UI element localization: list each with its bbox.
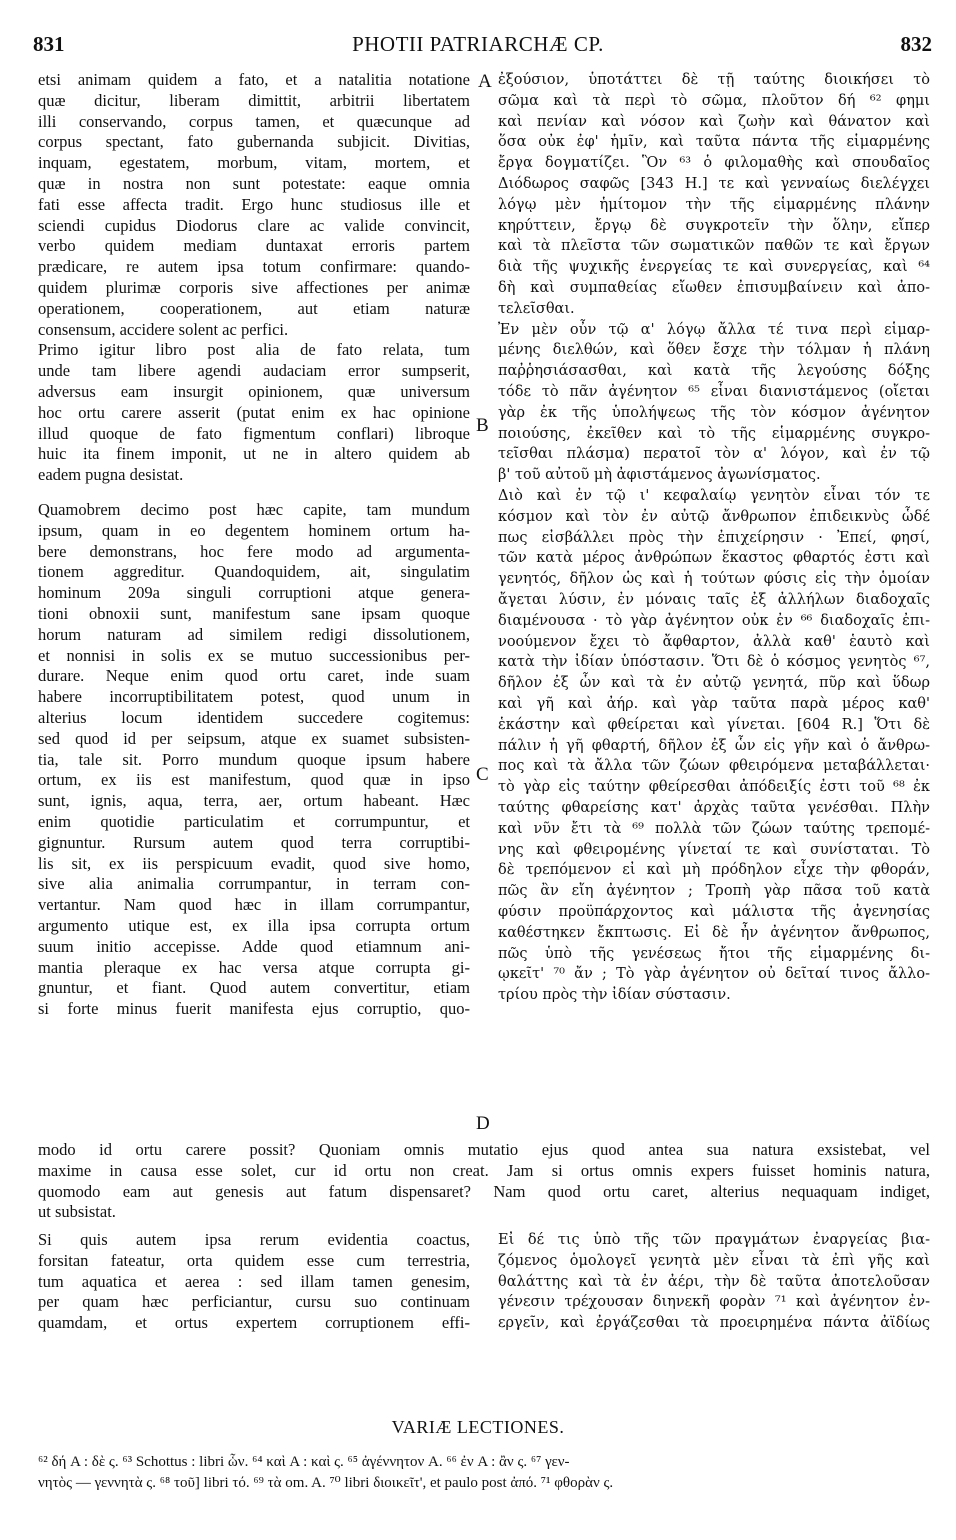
text-line: λόγῳ μὲν ἡμίτομον τὴν τῆς εἱμαρμένης πλάνην: [498, 196, 930, 213]
text-line: ἑκάστην καὶ φθείρεται καὶ γίνεται. [604 R.] Ὅτι δὲ: [498, 716, 930, 733]
page-number-left: 831: [33, 32, 65, 56]
text-line: τὸ γὰρ εἰς ταύτην φθείρεσθαι ἀπόδειξίς ἐστι τοῦ ⁶⁸ ἐκ: [498, 779, 930, 796]
text-line: πάλιν ἡ γῆ φθαρτή, δῆλον ἐξ ὧν εἰς γῆν καὶ ὁ ἄνθρω-: [498, 737, 930, 754]
text-line: prædicare, re autem ipsa totum confirmare: quando-: [38, 257, 470, 277]
text-line: etsi animam quidem a fato, et a natalitia notatione: [38, 70, 470, 89]
text-line: κηρύττειν, ἔργῳ δὲ συγκροτεῖν τὴν ὅλην, εἴπερ: [498, 217, 930, 234]
text-line: Διὸ καὶ ἐν τῷ ι' κεφαλαίῳ γενητὸν εἶναι τόν τε: [498, 488, 930, 504]
margin-letter-d: D: [476, 1113, 490, 1134]
text-line: εργεῖν, καὶ ἐργάζεσθαι τὰ προειρημένα πάντα ἀϊδίως: [498, 1315, 930, 1332]
text-line: tum aquatica et aerea : sed illam tamen genesim,: [38, 1271, 470, 1291]
text-line: eadem pugna desistat.: [38, 465, 184, 485]
text-line: sive alia animalia corrumpantur, in terram con-: [38, 874, 470, 894]
text-line: modo id ortu carere possit? Quoniam omnis mutatio ejus quod antea sua natura exsistebat, vel: [38, 1140, 930, 1159]
text-line: ποιούσης, ἐκεῖθεν καὶ τὸ τῆς εἱμαρμένης συγκρο-: [498, 425, 930, 442]
text-line: fati esse affecta tradit. Ergo hunc studiosus ille et: [38, 194, 470, 214]
text-line: γένεσιν τρέχουσαν διηνεκῆ φορὰν ⁷¹ καὶ ἀγένητον ἐν-: [498, 1294, 930, 1311]
text-line: unde tam libere agendi audaciam error sumpserit,: [38, 361, 470, 381]
text-line: sciendi cupidus Diodorus clare ac valide convincit,: [38, 215, 470, 235]
text-line: sunt, ignis, aqua, terra, aer, ortum habeant. Hæc: [38, 791, 470, 811]
text-line: τρίου πρὸς τὴν ἰδίαν σύστασιν.: [498, 987, 731, 1004]
text-line: Ἐν μὲν οὖν τῷ α' λόγῳ ἄλλα τέ τινα περὶ εἱμαρ-: [498, 321, 930, 338]
text-line: ταύτης φθαρείσης κατ' ἀρχὰς ταῦτα γενέσθαι. Πλὴν: [498, 800, 930, 816]
text-line: hoc ortu carere asserit (putat enim ex hac opinione: [38, 402, 470, 422]
text-line: lis sit, ex iis perspicuum evadit, quod sive homo,: [38, 853, 470, 873]
text-line: enim quotidie particulatim et corrumpuntur, et: [38, 812, 470, 831]
text-line: quæ in nostra non sunt potestate: eaque omnia: [38, 174, 470, 193]
text-line: μένης διελθών, καὶ ὅθεν ἔσχε τὴν τόλμαν ἡ πλάνη: [498, 342, 930, 359]
text-line: τεῖσθαι πλάσμα) περατοῖ τὸν α' λόγον, καὶ ἐν τῷ: [498, 446, 930, 463]
text-line: καὶ νῦν ἔτι τὰ ⁶⁹ πολλὰ τῶν ζώων ταύτης τρεπομέ-: [498, 820, 930, 837]
text-line: huic ita finem imponit, ut ne in altero quidem ab: [38, 444, 470, 464]
text-line: verbo quidem mediam duntaxat erroris partem: [38, 236, 470, 256]
footnote-line: ⁶² δή A : δὲ ς. ⁶³ Schottus : libri ὧν. ⁶⁴ καὶ A : καὶ ς. ⁶⁵ ἀγέννητον A. ⁶⁶ ἐν A : ἂν ς. ⁶⁷ γεν-: [38, 1454, 570, 1470]
text-line: ζόμενος ὁμολογεῖ γενητὰ μὲν εἶναι τὰ ἐπὶ γῆς καὶ: [498, 1252, 930, 1269]
text-line: habere incorruptibilitatem potest, quod unum in: [38, 687, 470, 707]
text-line: ἐξούσιον, ὑποτάττει δὲ τῇ ταύτης διοικήσει τὸ: [498, 72, 930, 88]
text-line: β' τοῦ αὐτοῦ μὴ ἀφιστάμενος ἀγωνίσματος.: [498, 467, 821, 484]
text-line: ἄγεται λύσιν, ἐν μόναις ταῖς ἐξ ἀλλήλων διαδοχαῖς: [498, 592, 930, 608]
text-line: πῶς ὑπὸ τῆς γενέσεως ἤτοι τῆς εἱμαρμένης δι-: [498, 945, 930, 962]
text-line: νοούμενον ἔχει τὸ ἄφθαρτον, ἀλλὰ καθ' ἑαυτὸ καὶ: [498, 633, 930, 650]
text-line: καθέστηκεν ἔκπτωσις. Εἰ δὲ ἦν ἀγένητον ἄνθρωπος,: [498, 924, 930, 941]
running-title: PHOTII PATRIARCHÆ CP.: [352, 32, 604, 56]
text-line: ut subsistat.: [38, 1202, 116, 1222]
text-line: τῶν κατὰ μέρος ἀνθρώπων ἕκαστος φθαρτός ἐστι καὶ: [498, 550, 930, 567]
text-line: operationem, cooperationem, aut etiam naturæ: [38, 298, 470, 318]
text-line: δὲ τρεπόμενον εἰ καὶ μὴ πρόδηλον εἶχε τὴν φθοράν,: [498, 862, 930, 879]
text-line: Εἰ δέ τις ὑπὸ τῆς τῶν πραγμάτων ἐναργείας βια-: [498, 1232, 930, 1248]
text-line: Si quis autem ipsa rerum evidentia coactus,: [38, 1230, 470, 1249]
text-line: σῶμα καὶ τὰ περὶ τὸ σῶμα, πλοῦτον δή ⁶² φημι: [498, 92, 930, 109]
text-line: hominum 209a singuli corruptioni atque genera-: [38, 583, 470, 603]
text-line: illud quoque de fato figmentum conflari) libroque: [38, 423, 470, 443]
text-line: πως εἰσβάλλει πρὸς τὴν ἐπιχείρησιν · Ἐπεί, φησί,: [498, 529, 930, 546]
text-line: mantia pleraque ex hac versa atque corrupta gi-: [38, 957, 470, 977]
text-line: forsitan fateatur, orta quidem esse cum terrestria,: [38, 1250, 470, 1270]
text-line: θαλάττης καὶ τὰ ἐν ἀέρι, τὴν δὲ ταῦτα ἀποτελοῦσαν: [498, 1273, 930, 1290]
footnote-line: νητὸς — γεννητὰ ς. ⁶⁸ τοῦ] libri τό. ⁶⁹ τὰ om. A. ⁷⁰ libri διοικεῖτ', et paulo post ἀπό. ⁷¹ φθορὰν ς.: [38, 1475, 614, 1491]
text-line: inquam, egestatem, morbum, vitam, mortem, et: [38, 153, 470, 173]
text-line: διὰ τῆς ψυχικῆς ἐνεργείας τε καὶ συνεργείας, καὶ ⁶⁴: [498, 259, 930, 276]
text-line: quæ dicitur, liberam dimittit, arbitrii libertatem: [38, 90, 470, 110]
text-line: et nonnisi in solis ex se mutuo successionibus per-: [38, 645, 470, 665]
text-line: τόδε τὸ πᾶν ἀγένητον ⁶⁵ εἶναι διανιστάμενος (οἴεται: [498, 384, 930, 400]
text-line: quidem plurimæ corporis sive affectiones per animæ: [38, 278, 470, 297]
text-line: sed quod id per seipsum, atque ex suamet subsisten-: [38, 728, 470, 748]
text-line: καὶ τὰ πλεῖστα τῶν σωματικῶν παθῶν τε καὶ ἔργων: [498, 238, 930, 255]
text-line: ὅσα οὐκ ἐφ' ἡμῖν, καὶ ταῦτα πάντα τῆς εἱμαρμένης: [498, 134, 930, 151]
text-line: ῳκεῖτ' ⁷⁰ ἄν ; Τὸ γὰρ ἀγένητον οὐ δεῖταί τινος ἄλλο-: [498, 966, 930, 983]
text-line: Quamobrem decimo post hæc capite, tam mundum: [38, 500, 470, 519]
text-line: tioni obnoxii sunt, manifestum sane ipsam quoque: [38, 604, 470, 623]
text-line: vertantur. Nam quod hæc in illam corrumpantur,: [38, 895, 470, 915]
text-line: tia, tale sit. Porro mundum quoque ipsum habere: [38, 749, 470, 769]
text-line: Primo igitur libro post alia de fato relata, tum: [38, 340, 470, 360]
text-line: si forte minus fuerit manifesta ejus corruptio, quo-: [38, 999, 470, 1019]
text-line: maxime in causa esse solet, cur id ortu non creat. Jam si ortus omnis expers fuisset hominis natura,: [38, 1160, 930, 1180]
margin-letter-a: A: [478, 71, 492, 92]
text-line: ortum, ex iis est manifestum, quod quæ in ipso: [38, 770, 470, 790]
text-line: suum initio accepisse. Adde quod etiamnum ani-: [38, 936, 470, 956]
text-line: πῶς ἂν εἴη ἀγένητον ; Τροπὴ γὰρ πᾶσα τοῦ κατὰ: [498, 883, 930, 900]
text-line: corpus spectant, fato gubernanda subjicit. Divitias,: [38, 132, 470, 152]
text-line: tionem aggreditur. Quandoquidem, ait, singulatim: [38, 562, 470, 582]
variae-lectiones-title: VARIÆ LECTIONES.: [391, 1417, 565, 1437]
text-line: νης καὶ φθειρομένης γίνεταί τε καὶ συνίσταται. Τὸ: [498, 841, 930, 858]
text-line: κόσμον καὶ τὸν ἐν αὐτῷ ἄνθρωπον ἐπιδεικνὺς ὧδέ: [498, 508, 930, 525]
text-line: bere demonstrans, hoc fere modo ad argumenta-: [38, 541, 470, 561]
text-line: γὰρ ἐκ τῆς ὑπολήψεως τῆς τὸν κόσμον ἀγένητον: [498, 404, 930, 421]
text-line: argumento utique est, ex illa ipsa corrupta ortum: [38, 916, 470, 935]
text-line: πος καὶ τὰ ἄλλα τῶν ζώων φθειρόμενα μεταβάλλεται·: [498, 758, 930, 775]
text-line: gnuntur, et fiant. Quod autem convertitur, etiam: [38, 978, 470, 998]
text-line: quamdam, et ortus expertem corruptionem effi-: [38, 1313, 470, 1333]
text-line: horum naturam ad similem redigi dissolutionem,: [38, 624, 470, 644]
text-line: φύσιν προϋπάρχοντος καὶ μάλιστα τῆς ἀγενησίας: [498, 904, 930, 920]
text-line: alterius locum identidem succedere cogitemus:: [38, 708, 470, 727]
margin-letter-c: C: [476, 764, 489, 785]
text-line: adversus eam insurgit opinionem, quæ universum: [38, 382, 470, 401]
margin-letter-b: B: [476, 415, 489, 436]
text-line: quomodo eam aut genesis aut fatum dispensaret? Nam quod ortu caret, alterius nequaquam indiget,: [38, 1181, 930, 1201]
text-line: καὶ πενίαν καὶ νόσον καὶ ζωὴν καὶ θάνατον καὶ: [498, 113, 930, 130]
text-line: κατὰ τὴν ἰδίαν ὑπόστασιν. Ὅτι δὲ ὁ κόσμος γενητὸς ⁶⁷,: [498, 654, 930, 671]
text-line: διαμένουσα · τὸ γὰρ ἀγένητον οὐκ ἐν ⁶⁶ διαδοχαῖς ἐπι-: [498, 612, 930, 629]
text-line: ipsum, quam in eo degentem hominem ortum ha-: [38, 520, 470, 540]
text-line: ἔργα δογματίζει. Ὃν ⁶³ ὁ φιλομαθὴς καὶ σπουδαῖος: [498, 155, 930, 172]
text-line: durare. Neque enim quod ortu caret, inde suam: [38, 666, 470, 686]
text-line: gignuntur. Rursum autem quod terra corruptibi-: [38, 832, 470, 852]
text-line: παῤῥησιάσασθαι, καὶ κατὰ τῆς λεγούσης δόξης: [498, 363, 930, 380]
text-line: illi conservando, corpus tamen, et quæcunque ad: [38, 111, 470, 131]
text-line: δῆλον ἐξ ὧν καὶ τὰ ἐν αὐτῷ γενητά, πῦρ καὶ ὕδωρ: [498, 675, 930, 692]
text-line: per quam hæc perficiantur, cursu suo continuam: [38, 1292, 470, 1312]
text-line: τελεῖσθαι.: [498, 300, 575, 317]
text-line: consensum, accidere solent ac perfici.: [38, 319, 289, 339]
text-line: γενητός, δῆλον ὡς καὶ ἡ τούτων φύσις εἰς τὴν ὁμοίαν: [498, 571, 930, 588]
text-line: καὶ γῆ καὶ ἀήρ. καὶ γὰρ ταῦτα παρὰ μέρος καθ': [498, 696, 930, 712]
text-line: δὴ καὶ συμπαθείας εἴωθεν ἐπισυμβαίνειν καὶ ἀπο-: [498, 280, 930, 296]
text-line: Διόδωρος σαφῶς [343 H.] τε καὶ γενναίως διελέγχει: [498, 176, 930, 192]
page-number-right: 832: [900, 32, 932, 56]
